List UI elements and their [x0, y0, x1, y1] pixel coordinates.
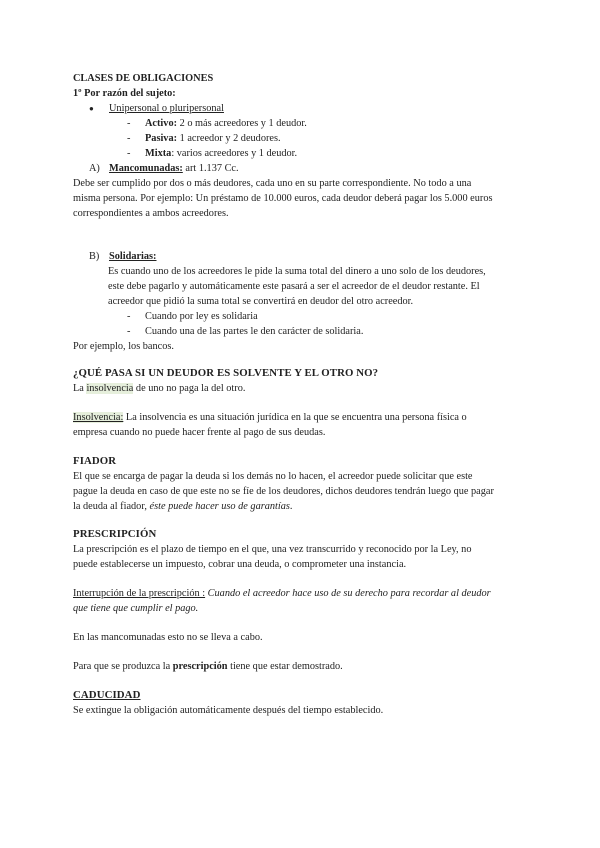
paragraph-line: En las mancomunadas esto no se lleva a cabo. — [73, 632, 263, 643]
dash-item — [127, 309, 258, 324]
mixta-label: Mixta — [145, 148, 172, 159]
bold-run: prescripción — [172, 661, 228, 672]
dash-text: Cuando una de las partes le den carácter de solidaria. — [145, 326, 364, 337]
section-a-label: Mancomunadas: — [109, 163, 183, 174]
paragraph-line — [73, 381, 245, 396]
pasiva-text: 1 acreedor y 2 deudores. — [177, 133, 281, 144]
paragraph-line: empresa cuando no puede hacer frente al pago de sus deudas. — [73, 427, 326, 438]
text-run: tiene que estar demostrado. — [227, 661, 343, 672]
bullet-text: Unipersonal o pluripersonal — [109, 103, 224, 114]
paragraph-line: Por ejemplo, los bancos. — [73, 341, 174, 352]
dash-marker: - — [127, 311, 131, 322]
subtitle-by-subject: 1º Por razón del sujeto: — [73, 88, 176, 99]
text-run: de uno no paga la del otro. — [133, 383, 246, 394]
paragraph-line: misma persona. Por ejemplo: Un préstamo de 10.000 euros, cada deudor deberá pagar los 5.000 euros — [73, 193, 493, 204]
paragraph-line: puede establecerse un impuesto, cobrar una deuda, o comprometer una instancia. — [73, 559, 407, 570]
section-a-marker: A) — [89, 163, 100, 174]
section-heading: PRESCRIPCIÓN — [73, 528, 157, 540]
underlined-term: Interrupción de la prescripción : — [73, 588, 206, 599]
text-run: . — [289, 501, 293, 512]
paragraph-line: La prescripción es el plazo de tiempo en el que, una vez transcurrido y reconocido por la Ley, no — [73, 544, 472, 555]
dash-marker: - — [127, 118, 131, 129]
activo-label: Activo: — [145, 118, 178, 129]
paragraph-line — [73, 659, 343, 674]
dash-marker: - — [127, 326, 131, 337]
dash-item-mixta — [127, 146, 297, 161]
dash-item-activo — [127, 116, 307, 131]
pasiva-label: Pasiva: — [145, 133, 178, 144]
paragraph-line: Se extingue la obligación automáticamente después del tiempo establecido. — [73, 705, 384, 716]
section-b-heading — [89, 249, 157, 264]
section-heading: FIADOR — [73, 455, 117, 467]
paragraph-line — [73, 410, 467, 425]
activo-text: 2 o más acreedores y 1 deudor. — [177, 118, 307, 129]
highlighted-term: insolvencia — [86, 383, 134, 394]
text-run: la deuda al fiador, — [73, 501, 150, 512]
paragraph-line: este debe pagarlo y automáticamente este pasará a ser el acreedor de el deudor restante. El — [108, 281, 480, 292]
paragraph-line: Debe ser cumplido por dos o más deudores, cada uno en su parte correspondiente. No todo a una — [73, 178, 472, 189]
section-a-heading — [89, 161, 239, 176]
dash-item — [127, 324, 363, 339]
bullet-item — [89, 101, 224, 116]
section-b-label: Solidarias: — [109, 251, 157, 262]
highlighted-term: Insolvencia: — [73, 412, 124, 423]
text-run: Para que se produzca la — [73, 661, 173, 672]
section-b-marker: B) — [89, 251, 100, 262]
paragraph-line: acreedor que pidió la suma total se convertirá en deudor del otro acreedor. — [108, 296, 414, 307]
italic-run: éste puede hacer uso de garantías — [149, 501, 290, 512]
paragraph-line: Es cuando uno de los acreedores le pide la suma total del dinero a uno solo de los deudores, — [108, 266, 486, 277]
paragraph-line: correspondientes a ambos acreedores. — [73, 208, 229, 219]
dash-item-pasiva — [127, 131, 281, 146]
dash-marker: - — [127, 133, 131, 144]
bullet-dot-icon: ● — [89, 104, 94, 113]
section-heading: ¿QUÉ PASA SI UN DEUDOR ES SOLVENTE Y EL OTRO NO? — [73, 367, 379, 379]
paragraph-line: pague la deuda en caso de que este no se fíe de los deudores, dichos deudores tendrán luego que pagar — [73, 486, 494, 497]
dash-marker: - — [127, 148, 131, 159]
dash-text: Cuando por ley es solidaria — [145, 311, 258, 322]
italic-run: Cuando el acreedor hace uso de su derecho para recordar al deudor — [205, 588, 491, 599]
text-run: La — [73, 383, 87, 394]
mixta-text: : varios acreedores y 1 deudor. — [171, 148, 298, 159]
paragraph-line: que tiene que cumplir el pago. — [73, 603, 199, 614]
document-title: CLASES DE OBLIGACIONES — [73, 73, 214, 84]
section-a-ref: art 1.137 Cc. — [182, 163, 239, 174]
paragraph-line: El que se encarga de pagar la deuda si los demás no lo hacen, el acreedor puede solicitar que este — [73, 471, 473, 482]
paragraph-line — [73, 499, 293, 514]
section-heading: CADUCIDAD — [73, 689, 141, 701]
paragraph-line — [73, 586, 491, 601]
text-run: La insolvencia es una situación jurídica en la que se encuentra una persona física o — [123, 412, 467, 423]
